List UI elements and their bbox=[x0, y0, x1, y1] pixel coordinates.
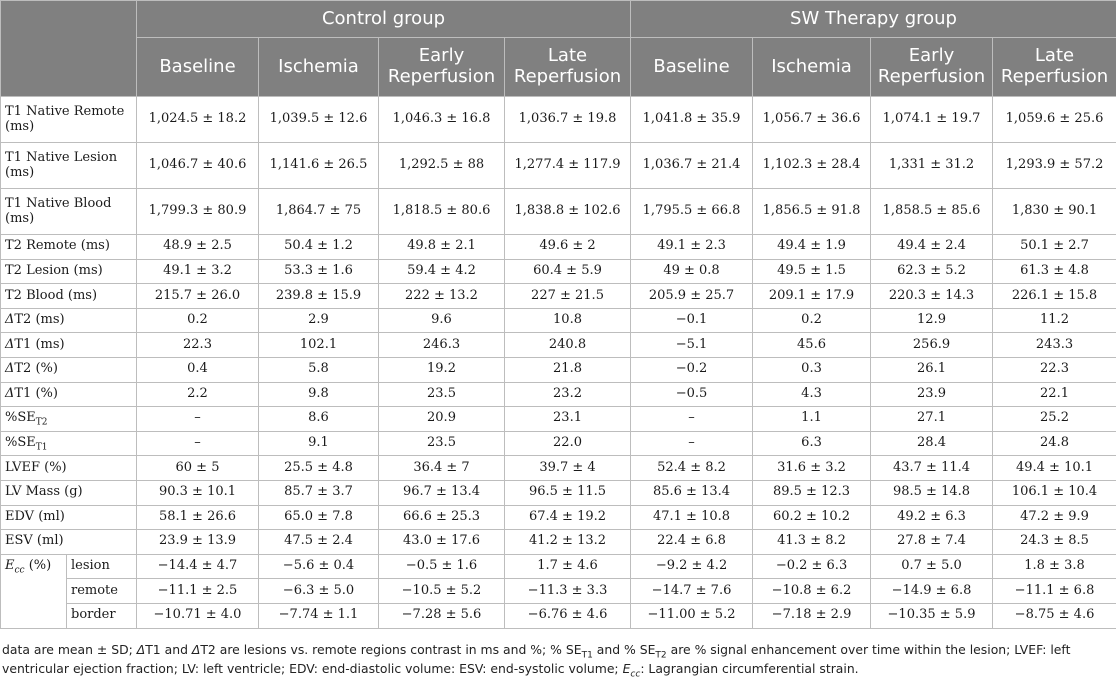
table-row bbox=[1, 97, 1116, 143]
row-label: T1 Native Lesion (ms) bbox=[1, 143, 137, 189]
table-cell: 22.3 bbox=[993, 357, 1116, 382]
row-label: $\%SE_{T1}$ bbox=[1, 431, 137, 456]
table-cell: 45.6 bbox=[753, 333, 871, 358]
table-cell: 1,830 ± 90.1 bbox=[993, 189, 1116, 235]
table-cell: 98.5 ± 14.8 bbox=[871, 480, 993, 505]
table-cell: 53.3 ± 1.6 bbox=[259, 259, 379, 284]
table-cell: −14.7 ± 7.6 bbox=[631, 579, 753, 604]
table-cell: −14.4 ± 4.7 bbox=[137, 554, 259, 579]
table-cell: 27.8 ± 7.4 bbox=[871, 530, 993, 555]
phase-header: Ischemia bbox=[259, 38, 379, 97]
table-row bbox=[1, 143, 1116, 189]
table-cell: – bbox=[631, 431, 753, 456]
table-row bbox=[1, 357, 1116, 382]
table-cell: 47.1 ± 10.8 bbox=[631, 505, 753, 530]
table-cell: 49.5 ± 1.5 bbox=[753, 259, 871, 284]
table-cell: 22.1 bbox=[993, 382, 1116, 407]
table-cell: 96.7 ± 13.4 bbox=[379, 480, 505, 505]
table-cell: 0.2 bbox=[753, 308, 871, 333]
row-label: ΔT1 (ms) bbox=[1, 333, 137, 358]
row-label: T2 Blood (ms) bbox=[1, 284, 137, 309]
table-row bbox=[1, 333, 1116, 358]
table-cell: −9.2 ± 4.2 bbox=[631, 554, 753, 579]
table-cell: 1,795.5 ± 66.8 bbox=[631, 189, 753, 235]
phase-header: Ischemia bbox=[753, 38, 871, 97]
table-cell: 2.9 bbox=[259, 308, 379, 333]
table-cell: – bbox=[137, 431, 259, 456]
table-cell: 1,864.7 ± 75 bbox=[259, 189, 379, 235]
table-cell: −0.5 bbox=[631, 382, 753, 407]
table-row bbox=[1, 431, 1116, 456]
table-row bbox=[1, 235, 1116, 260]
table-cell: 22.3 bbox=[137, 333, 259, 358]
table-cell: 59.4 ± 4.2 bbox=[379, 259, 505, 284]
table-cell: 58.1 ± 26.6 bbox=[137, 505, 259, 530]
table-cell: 1,046.3 ± 16.8 bbox=[379, 97, 505, 143]
table-row bbox=[1, 603, 1116, 628]
table-cell: 1,024.5 ± 18.2 bbox=[137, 97, 259, 143]
table-cell: −14.9 ± 6.8 bbox=[871, 579, 993, 604]
row-label: ΔT2 (ms) bbox=[1, 308, 137, 333]
table-cell: −7.28 ± 5.6 bbox=[379, 603, 505, 628]
table-cell: 1,293.9 ± 57.2 bbox=[993, 143, 1116, 189]
table-cell: 1,102.3 ± 28.4 bbox=[753, 143, 871, 189]
row-label: T2 Remote (ms) bbox=[1, 235, 137, 260]
phase-header: Late Reperfusion bbox=[505, 38, 631, 97]
table-cell: 6.3 bbox=[753, 431, 871, 456]
table-cell: 1,331 ± 31.2 bbox=[871, 143, 993, 189]
table-row bbox=[1, 259, 1116, 284]
table-cell: 89.5 ± 12.3 bbox=[753, 480, 871, 505]
table-cell: 23.5 bbox=[379, 382, 505, 407]
table-cell: 1,838.8 ± 102.6 bbox=[505, 189, 631, 235]
table-cell: 41.3 ± 8.2 bbox=[753, 530, 871, 555]
table-cell: 1,039.5 ± 12.6 bbox=[259, 97, 379, 143]
table-cell: 85.7 ± 3.7 bbox=[259, 480, 379, 505]
sw-therapy-group-header: SW Therapy group bbox=[631, 1, 1116, 38]
table-cell: 49.6 ± 2 bbox=[505, 235, 631, 260]
table-cell: −7.18 ± 2.9 bbox=[753, 603, 871, 628]
table-cell: 49.4 ± 2.4 bbox=[871, 235, 993, 260]
table-cell: 240.8 bbox=[505, 333, 631, 358]
table-cell: 67.4 ± 19.2 bbox=[505, 505, 631, 530]
ecc-subrow-label: remote bbox=[67, 579, 137, 604]
table-row bbox=[1, 530, 1116, 555]
table-cell: 220.3 ± 14.3 bbox=[871, 284, 993, 309]
table-cell: 23.9 ± 13.9 bbox=[137, 530, 259, 555]
table-body bbox=[1, 97, 1116, 629]
table-row bbox=[1, 579, 1116, 604]
table-cell: 96.5 ± 11.5 bbox=[505, 480, 631, 505]
table-cell: −8.75 ± 4.6 bbox=[993, 603, 1116, 628]
phase-header: Early Reperfusion bbox=[871, 38, 993, 97]
table-cell: 1,056.7 ± 36.6 bbox=[753, 97, 871, 143]
table-cell: – bbox=[137, 407, 259, 432]
table-cell: 1,036.7 ± 21.4 bbox=[631, 143, 753, 189]
phase-header: Late Reperfusion bbox=[993, 38, 1116, 97]
table-cell: 1,141.6 ± 26.5 bbox=[259, 143, 379, 189]
control-group-header: Control group bbox=[137, 1, 631, 38]
table-cell: 49.8 ± 2.1 bbox=[379, 235, 505, 260]
table-cell: −10.8 ± 6.2 bbox=[753, 579, 871, 604]
table-cell: 256.9 bbox=[871, 333, 993, 358]
table-cell: 209.1 ± 17.9 bbox=[753, 284, 871, 309]
row-label: T2 Lesion (ms) bbox=[1, 259, 137, 284]
table-cell: 243.3 bbox=[993, 333, 1116, 358]
table-cell: 26.1 bbox=[871, 357, 993, 382]
table-cell: 85.6 ± 13.4 bbox=[631, 480, 753, 505]
table-cell: 49.4 ± 10.1 bbox=[993, 456, 1116, 481]
ecc-subrow-label: lesion bbox=[67, 554, 137, 579]
row-label: T1 Native Blood (ms) bbox=[1, 189, 137, 235]
table-cell: 5.8 bbox=[259, 357, 379, 382]
table-cell: −11.1 ± 2.5 bbox=[137, 579, 259, 604]
table-cell: 47.2 ± 9.9 bbox=[993, 505, 1116, 530]
table-row bbox=[1, 407, 1116, 432]
phase-header: Baseline bbox=[631, 38, 753, 97]
table-cell: 246.3 bbox=[379, 333, 505, 358]
table-cell: 1,277.4 ± 117.9 bbox=[505, 143, 631, 189]
table-cell: 222 ± 13.2 bbox=[379, 284, 505, 309]
table-cell: 49.4 ± 1.9 bbox=[753, 235, 871, 260]
table-cell: −0.2 ± 6.3 bbox=[753, 554, 871, 579]
table-cell: −7.74 ± 1.1 bbox=[259, 603, 379, 628]
table-cell: 43.7 ± 11.4 bbox=[871, 456, 993, 481]
table-cell: 227 ± 21.5 bbox=[505, 284, 631, 309]
table-cell: 31.6 ± 3.2 bbox=[753, 456, 871, 481]
table-cell: 60.2 ± 10.2 bbox=[753, 505, 871, 530]
table-cell: 66.6 ± 25.3 bbox=[379, 505, 505, 530]
table-cell: 239.8 ± 15.9 bbox=[259, 284, 379, 309]
table-cell: 22.0 bbox=[505, 431, 631, 456]
table-cell: 1,292.5 ± 88 bbox=[379, 143, 505, 189]
row-label: LVEF (%) bbox=[1, 456, 137, 481]
row-label: ESV (ml) bbox=[1, 530, 137, 555]
table-cell: 23.1 bbox=[505, 407, 631, 432]
table-cell: 10.8 bbox=[505, 308, 631, 333]
table-cell: −0.1 bbox=[631, 308, 753, 333]
table-cell: 47.5 ± 2.4 bbox=[259, 530, 379, 555]
table-row bbox=[1, 308, 1116, 333]
table-cell: 24.8 bbox=[993, 431, 1116, 456]
table-cell: 61.3 ± 4.8 bbox=[993, 259, 1116, 284]
table-cell: −11.1 ± 6.8 bbox=[993, 579, 1116, 604]
table-cell: −11.3 ± 3.3 bbox=[505, 579, 631, 604]
table-cell: 106.1 ± 10.4 bbox=[993, 480, 1116, 505]
ecc-group-label: $E_{cc}$ (%) bbox=[1, 554, 67, 628]
table-cell: 20.9 bbox=[379, 407, 505, 432]
table-cell: −10.71 ± 4.0 bbox=[137, 603, 259, 628]
table-cell: 49.1 ± 3.2 bbox=[137, 259, 259, 284]
table-cell: 1,856.5 ± 91.8 bbox=[753, 189, 871, 235]
table-cell: −10.5 ± 5.2 bbox=[379, 579, 505, 604]
table-cell: 25.5 ± 4.8 bbox=[259, 456, 379, 481]
table-cell: 50.1 ± 2.7 bbox=[993, 235, 1116, 260]
table-cell: 43.0 ± 17.6 bbox=[379, 530, 505, 555]
row-label: T1 Native Remote (ms) bbox=[1, 97, 137, 143]
table-cell: −10.35 ± 5.9 bbox=[871, 603, 993, 628]
phase-header: Early Reperfusion bbox=[379, 38, 505, 97]
table-cell: 0.7 ± 5.0 bbox=[871, 554, 993, 579]
table-cell: 62.3 ± 5.2 bbox=[871, 259, 993, 284]
table-cell: 1,041.8 ± 35.9 bbox=[631, 97, 753, 143]
row-label: ΔT1 (%) bbox=[1, 382, 137, 407]
table-cell: 102.1 bbox=[259, 333, 379, 358]
table-row bbox=[1, 554, 1116, 579]
table-cell: 65.0 ± 7.8 bbox=[259, 505, 379, 530]
table-cell: 90.3 ± 10.1 bbox=[137, 480, 259, 505]
table-footnote: data are mean ± SD; ΔT1 and ΔT2 are lesions vs. remote regions contrast in ms and %; % $SE_{T1}$ and % $SE_{T2}$ are % signal enhancement over time within the lesion; LVEF: left ventricular ejection fraction; LV: left ventricle; EDV: end-diastolic volume: ESV: end-systolic volume; $E_{cc}$: Lagrangian circumferential strain. bbox=[2, 642, 1071, 680]
table-cell: 1.1 bbox=[753, 407, 871, 432]
table-cell: 12.9 bbox=[871, 308, 993, 333]
table-cell: 0.3 bbox=[753, 357, 871, 382]
row-label: $\%SE_{T2}$ bbox=[1, 407, 137, 432]
table-cell: 1,059.6 ± 25.6 bbox=[993, 97, 1116, 143]
table-cell: 52.4 ± 8.2 bbox=[631, 456, 753, 481]
table-cell: 23.2 bbox=[505, 382, 631, 407]
table-cell: 49.1 ± 2.3 bbox=[631, 235, 753, 260]
table-row bbox=[1, 480, 1116, 505]
table-cell: −5.6 ± 0.4 bbox=[259, 554, 379, 579]
table-cell: 1,036.7 ± 19.8 bbox=[505, 97, 631, 143]
table-cell: 1.8 ± 3.8 bbox=[993, 554, 1116, 579]
table-cell: −0.2 bbox=[631, 357, 753, 382]
table-cell: 41.2 ± 13.2 bbox=[505, 530, 631, 555]
table-row bbox=[1, 189, 1116, 235]
table-cell: 28.4 bbox=[871, 431, 993, 456]
table-row bbox=[1, 382, 1116, 407]
table-cell: – bbox=[631, 407, 753, 432]
table-cell: 25.2 bbox=[993, 407, 1116, 432]
table-cell: 19.2 bbox=[379, 357, 505, 382]
table-cell: 2.2 bbox=[137, 382, 259, 407]
table-cell: 36.4 ± 7 bbox=[379, 456, 505, 481]
table-row bbox=[1, 284, 1116, 309]
table-cell: 39.7 ± 4 bbox=[505, 456, 631, 481]
table-cell: 1,046.7 ± 40.6 bbox=[137, 143, 259, 189]
table-cell: −0.5 ± 1.6 bbox=[379, 554, 505, 579]
table-cell: −11.00 ± 5.2 bbox=[631, 603, 753, 628]
table-cell: 1,799.3 ± 80.9 bbox=[137, 189, 259, 235]
table-cell: 4.3 bbox=[753, 382, 871, 407]
row-label: ΔT2 (%) bbox=[1, 357, 137, 382]
table-cell: 8.6 bbox=[259, 407, 379, 432]
table-cell: 9.8 bbox=[259, 382, 379, 407]
table-cell: 48.9 ± 2.5 bbox=[137, 235, 259, 260]
table-cell: 9.6 bbox=[379, 308, 505, 333]
table-cell: −6.76 ± 4.6 bbox=[505, 603, 631, 628]
table-cell: 0.4 bbox=[137, 357, 259, 382]
table-cell: 60 ± 5 bbox=[137, 456, 259, 481]
table-cell: 50.4 ± 1.2 bbox=[259, 235, 379, 260]
table-cell: 1,818.5 ± 80.6 bbox=[379, 189, 505, 235]
table-cell: 24.3 ± 8.5 bbox=[993, 530, 1116, 555]
table-cell: 27.1 bbox=[871, 407, 993, 432]
table-row bbox=[1, 456, 1116, 481]
phase-header: Baseline bbox=[137, 38, 259, 97]
table-cell: 226.1 ± 15.8 bbox=[993, 284, 1116, 309]
table-cell: −6.3 ± 5.0 bbox=[259, 579, 379, 604]
table-cell: 60.4 ± 5.9 bbox=[505, 259, 631, 284]
table-cell: 22.4 ± 6.8 bbox=[631, 530, 753, 555]
table-cell: 21.8 bbox=[505, 357, 631, 382]
table-cell: 215.7 ± 26.0 bbox=[137, 284, 259, 309]
table-cell: 1,074.1 ± 19.7 bbox=[871, 97, 993, 143]
table-cell: 1.7 ± 4.6 bbox=[505, 554, 631, 579]
table-cell: 23.9 bbox=[871, 382, 993, 407]
table-cell: 0.2 bbox=[137, 308, 259, 333]
table-cell: 1,858.5 ± 85.6 bbox=[871, 189, 993, 235]
table-cell: −5.1 bbox=[631, 333, 753, 358]
table-cell: 49.2 ± 6.3 bbox=[871, 505, 993, 530]
table-cell: 9.1 bbox=[259, 431, 379, 456]
table-row bbox=[1, 505, 1116, 530]
table-cell: 205.9 ± 25.7 bbox=[631, 284, 753, 309]
row-label: LV Mass (g) bbox=[1, 480, 137, 505]
table-cell: 11.2 bbox=[993, 308, 1116, 333]
ecc-subrow-label: border bbox=[67, 603, 137, 628]
table-cell: 49 ± 0.8 bbox=[631, 259, 753, 284]
table-cell: 23.5 bbox=[379, 431, 505, 456]
row-label: EDV (ml) bbox=[1, 505, 137, 530]
corner-header bbox=[1, 1, 137, 97]
